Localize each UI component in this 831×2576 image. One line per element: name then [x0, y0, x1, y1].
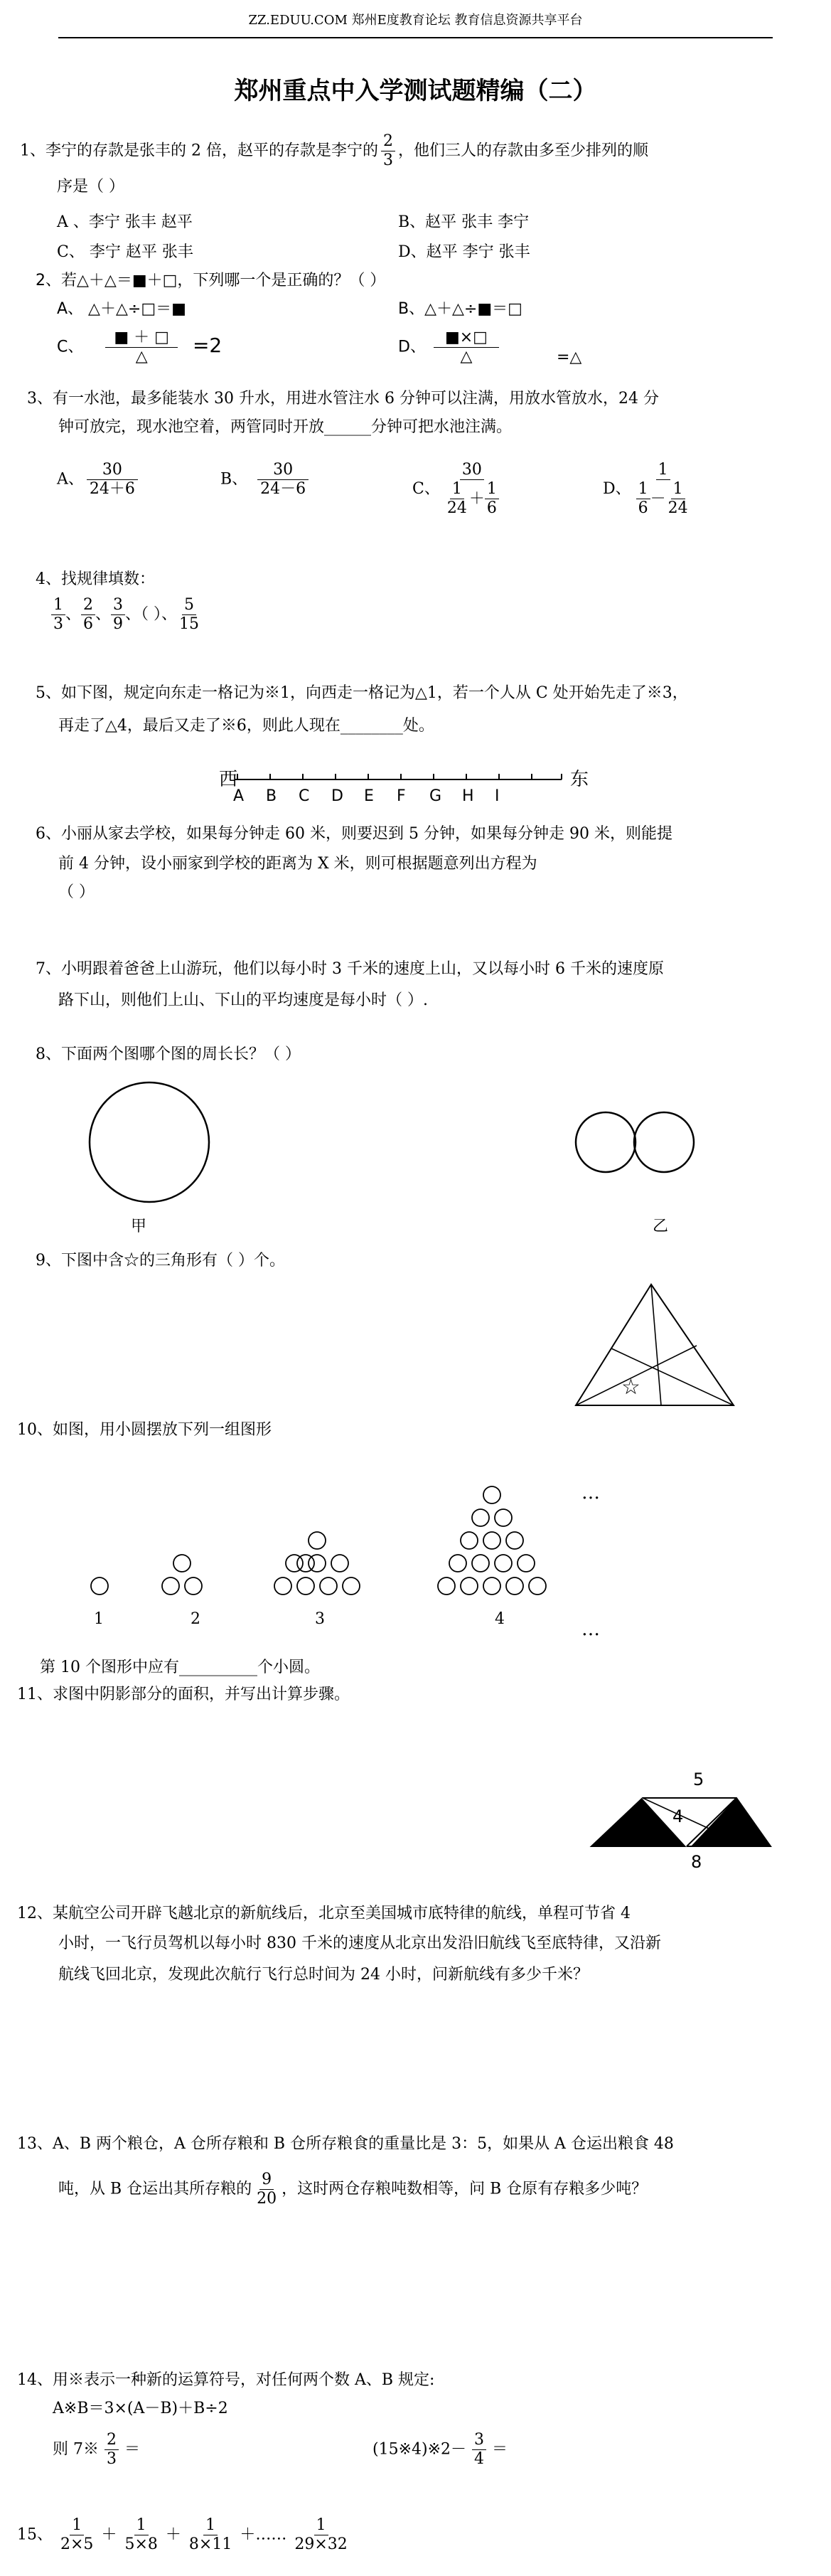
question-6-line1: 6、小丽从家去学校，如果每分钟走 60 米，则要迟到 5 分钟，如果每分钟走 90 米，则能提 — [36, 825, 672, 843]
question-10: 10、如图，用小圆摆放下列一组图形 — [17, 1421, 272, 1439]
ellipsis-upper: … — [581, 1482, 600, 1503]
number-line-letter: B — [266, 787, 277, 805]
number-line-letter: H — [462, 787, 474, 805]
q10-question: 第 10 个图形中应有__________个小圆。 — [40, 1659, 320, 1676]
q2-option-d-tail: =△ — [556, 348, 582, 366]
pattern-circle — [297, 1555, 314, 1572]
q3-option-c-fraction: 30 $\frac{1}{24}$ ＋ $\frac{1}{6}$ — [443, 461, 501, 518]
figure-small-circle-left — [576, 1112, 636, 1172]
pattern-circle — [309, 1532, 326, 1549]
q2-option-d-fraction: $\frac{■\times□}{\triangle}$ — [434, 329, 499, 366]
pattern-circle — [297, 1577, 314, 1595]
q9-triangle-figure — [562, 1280, 746, 1415]
q2-option-c-tail: =2 — [192, 333, 223, 357]
label-jia: 甲 — [131, 1218, 147, 1235]
q1-option-c: C、 李宁 赵平 张丰 — [57, 243, 193, 261]
q1-stem-c: 序是（ ） — [57, 178, 124, 196]
label-3: 3 — [725, 1806, 736, 1826]
q2-option-c-label: C、 — [57, 338, 84, 356]
question-11: 11、求图中阴影部分的面积，并写出计算步骤。 — [17, 1686, 350, 1703]
question-5-line2: 再走了△4，最后又走了※6，则此人现在________处。 — [58, 717, 434, 735]
pattern-circle — [461, 1532, 478, 1549]
q3-option-b: B、 $\frac{30}{24-6}$ — [220, 461, 311, 499]
pattern-circle — [91, 1577, 108, 1595]
pattern-circle — [185, 1577, 202, 1595]
pattern-circle — [472, 1555, 489, 1572]
outer-triangle — [576, 1284, 734, 1405]
label-8: 8 — [691, 1852, 702, 1870]
west-label: 西 — [219, 769, 238, 790]
q13-fraction: $\frac{9}{20}$ — [257, 2171, 277, 2208]
pattern-circle — [495, 1555, 512, 1572]
number-line-letter: A — [233, 787, 245, 805]
q3-option-a-fraction: $\frac{30}{24+6}$ — [87, 461, 138, 499]
question-6-line2: 前 4 分钟，设小丽家到学校的距离为 X 米，则可根据题意列出方程为 — [58, 855, 537, 873]
number-line-letter: F — [397, 787, 406, 805]
pattern-circle — [461, 1577, 478, 1595]
pattern-label-2: 2 — [191, 1610, 200, 1628]
header-rule — [58, 37, 773, 38]
question-13-line1: 13、A、B 两个粮仓，A 仓所存粮和 B 仓所存粮食的重量比是 3：5，如果从 A 仓运出粮食 48 — [17, 2135, 674, 2153]
q14-expression-1: 则 7※ $\frac{2}{3}$ ＝ — [53, 2431, 141, 2468]
ellipsis-lower: … — [581, 1619, 600, 1640]
question-6-line3: （ ） — [58, 883, 95, 901]
label-yi: 乙 — [653, 1218, 669, 1235]
q2-option-d-label: D、 — [398, 338, 426, 356]
question-2: 2、若△＋△＝■＋□，下列哪一个是正确的？（ ） — [36, 272, 386, 289]
q2-option-c-fraction: $\frac{■ + □}{\triangle}$ — [105, 329, 178, 366]
pattern-circle — [472, 1509, 489, 1526]
q3-option-b-fraction: $\frac{30}{24-6}$ — [257, 461, 309, 499]
pattern-circle — [495, 1509, 512, 1526]
question-3-line1: 3、有一水池，最多能装水 30 升水，用进水管注水 6 分钟可以注满，用放水管放水，24 分 — [27, 390, 659, 408]
pattern-circle — [483, 1577, 500, 1595]
q1-stem-b: ，他们三人的存款由多至少排列的顺 — [397, 142, 648, 160]
q1-fraction: $\frac{2}{3}$ — [381, 132, 395, 170]
q1-option-b: B、赵平 张丰 李宁 — [398, 213, 530, 231]
figure-big-circle — [90, 1082, 209, 1202]
label-4: 4 — [672, 1806, 684, 1826]
number-line-letter: G — [429, 787, 442, 805]
pattern-circle — [506, 1577, 523, 1595]
question-8: 8、下面两个图哪个图的周长长？（ ） — [36, 1045, 301, 1063]
q10-circle-patterns — [71, 1458, 640, 1643]
pattern-circle — [483, 1532, 500, 1549]
pattern-label-4: 4 — [495, 1610, 505, 1628]
q14-expression-2: (15※4)※2－ $\frac{3}{4}$ ＝ — [372, 2431, 508, 2468]
question-12-line3: 航线飞回北京，发现此次航行飞行总时间为 24 小时，问新航线有多少千米？ — [58, 1966, 589, 1984]
pattern-circle — [343, 1577, 360, 1595]
question-12-line1: 12、某航空公司开辟飞越北京的新航线后，北京至美国城市底特律的航线，单程可节省 4 — [17, 1905, 631, 1922]
pattern-circle — [331, 1555, 348, 1572]
pattern-circle — [483, 1486, 500, 1503]
q2-option-a: A、 △＋△÷□＝■ — [57, 300, 186, 318]
q8-figures — [71, 1081, 782, 1245]
q1-stem-a: 1、李宁的存款是张丰的 2 倍，赵平的存款是李宁的 — [20, 142, 378, 160]
q1-option-d: D、赵平 李宁 张丰 — [398, 243, 530, 261]
pattern-circle — [274, 1577, 291, 1595]
number-line-letter: I — [495, 787, 500, 805]
page-header: ZZ.EDUU.COM 郑州E度教育论坛 教育信息资源共享平台 — [248, 13, 583, 28]
question-15: 15、 $\frac{1}{2\times 5}$ ＋ $\frac{1}{5\times 8}$ ＋ $\frac{1}{8\times 11}$ ＋…… $\frac{1}{29\times 32}$ — [17, 2516, 348, 2553]
q3-option-d-fraction: 1 $\frac{1}{6}$ － $\frac{1}{24}$ — [634, 461, 692, 518]
question-4: 4、找规律填数： — [36, 570, 155, 588]
pattern-circle — [173, 1555, 191, 1572]
pattern-circle — [506, 1532, 523, 1549]
question-7-line2: 路下山，则他们上山、下山的平均速度是每小时（ ）. — [58, 991, 428, 1009]
page-title: 郑州重点中入学测试题精编（二） — [234, 77, 597, 105]
question-14: 14、用※表示一种新的运算符号，对任何两个数 A、B 规定: — [17, 2371, 435, 2389]
number-line-letter: C — [299, 787, 310, 805]
q3-option-a: A、 $\frac{30}{24+6}$ — [57, 461, 141, 499]
east-label: 东 — [570, 769, 589, 790]
pattern-circle — [529, 1577, 546, 1595]
question-7-line1: 7、小明跟着爸爸上山游玩，他们以每小时 3 千米的速度上山，又以每小时 6 千米的速度原 — [36, 960, 664, 978]
q1-option-a: A 、李宁 张丰 赵平 — [57, 213, 193, 231]
star-icon: ☆ — [621, 1375, 640, 1400]
q11-shaded-figure — [576, 1750, 789, 1870]
question-12-line2: 小时，一飞行员驾机以每小时 830 千米的速度从北京出发沿旧航线飞至底特律，又沿新 — [58, 1934, 661, 1952]
question-3-line2: 钟可放完，现水池空着，两管同时开放______分钟可把水池注满。 — [58, 418, 513, 436]
question-9: 9、下图中含☆的三角形有（ ）个。 — [36, 1252, 285, 1270]
label-5: 5 — [693, 1769, 704, 1789]
pattern-label-3: 3 — [315, 1610, 325, 1628]
q14-rule: A※B＝3×(A－B)＋B÷2 — [53, 2400, 228, 2417]
q5-number-line — [206, 761, 604, 811]
question-13-line2: 吨，从 B 仓运出其所存粮的 $\frac{9}{20}$ ，这时两仓存粮吨数相等，问 B 仓原有存粮多少吨？ — [58, 2171, 648, 2208]
q2-option-c — [57, 329, 222, 366]
pattern-circle — [449, 1555, 466, 1572]
question-5-line1: 5、如下图，规定向东走一格记为※1，向西走一格记为△1，若一个人从 C 处开始先走了※3， — [36, 684, 688, 702]
q4-sequence: $\frac{1}{3}$ 、 $\frac{2}{6}$ 、 $\frac{3}{9}$ 、（ ）、 $\frac{5}{15}$ — [51, 596, 201, 634]
number-line-letter: D — [331, 787, 343, 805]
pattern-circle — [320, 1577, 337, 1595]
pattern-circle — [518, 1555, 535, 1572]
pattern-label-1: 1 — [94, 1610, 104, 1628]
q2-option-b: B、△＋△÷■＝□ — [398, 300, 522, 318]
number-line-letter: E — [364, 787, 374, 805]
pattern-circle — [162, 1577, 179, 1595]
pattern-circle — [438, 1577, 455, 1595]
q3-option-c: C、 30 $\frac{1}{24}$ ＋ $\frac{1}{6}$ — [412, 461, 504, 518]
q2-option-d — [398, 329, 581, 366]
figure-small-circle-right — [634, 1112, 694, 1172]
q3-option-d: D、 1 $\frac{1}{6}$ － $\frac{1}{24}$ — [603, 461, 695, 518]
question-1 — [20, 132, 648, 170]
